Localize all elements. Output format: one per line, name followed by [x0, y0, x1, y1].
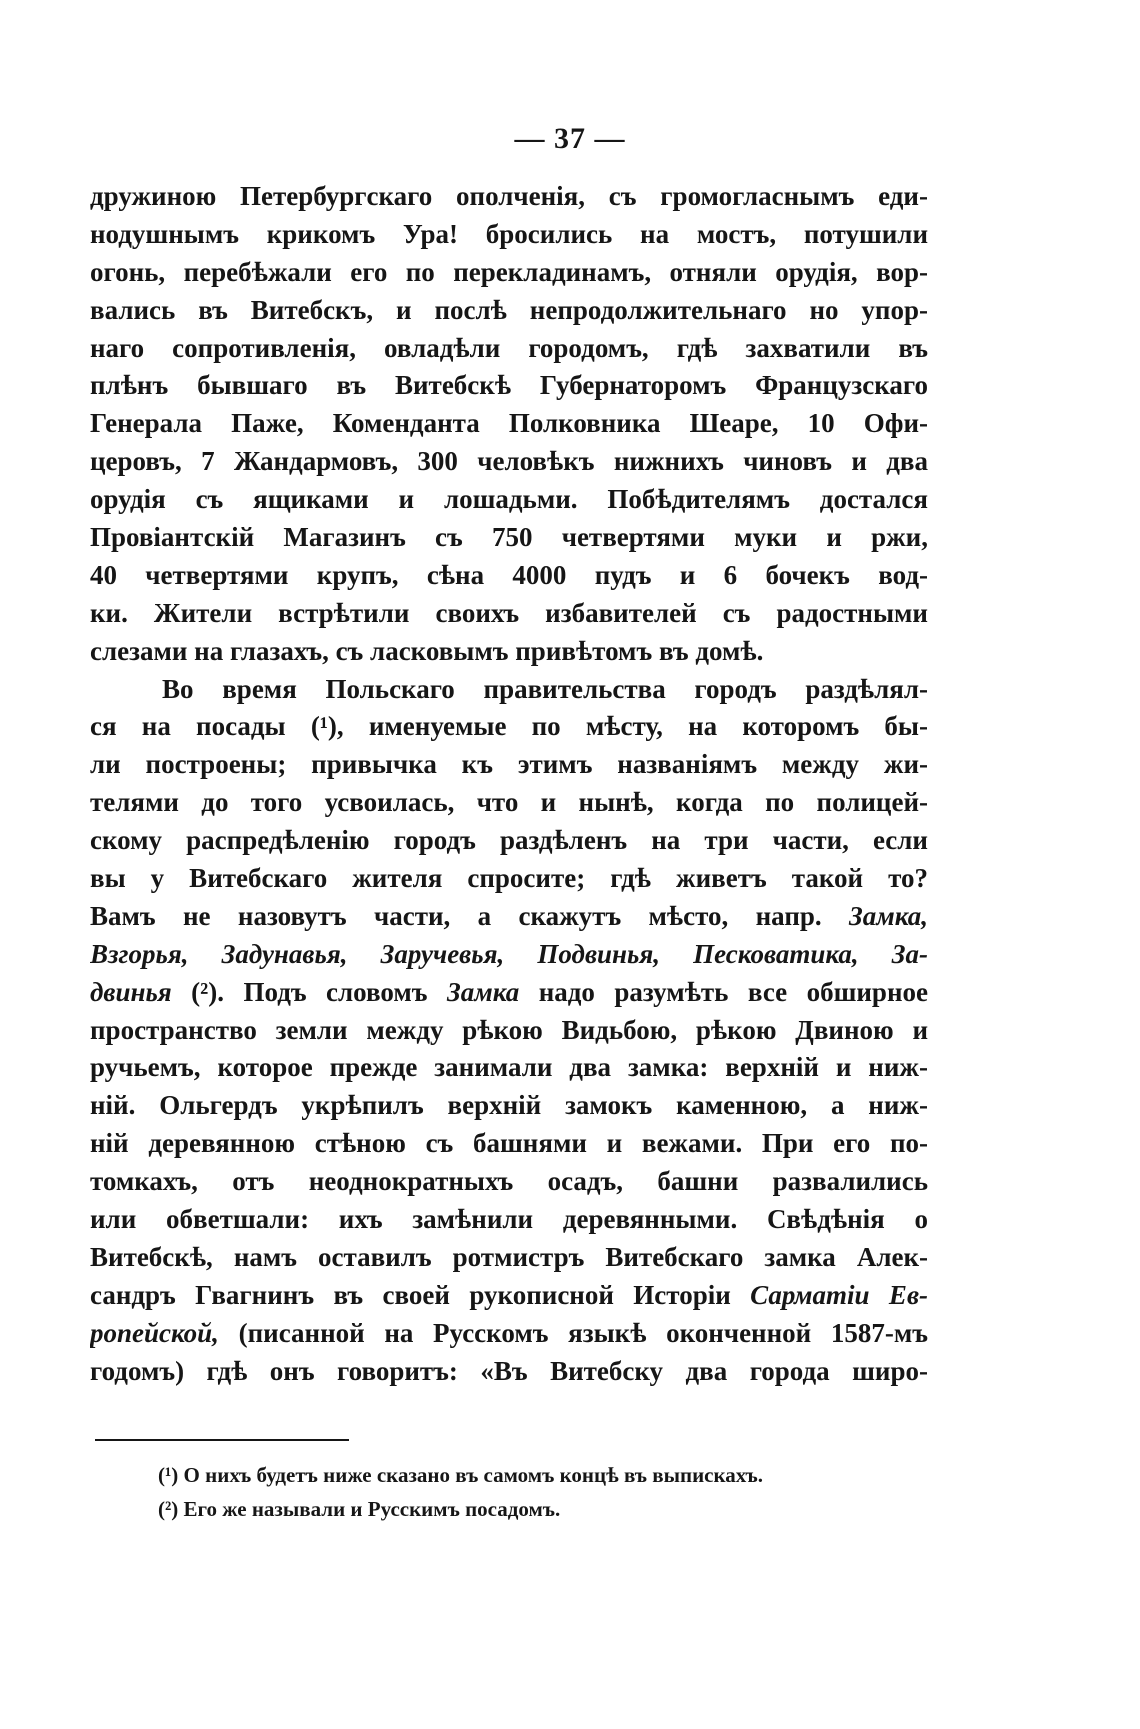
text-line: или обветшали: ихъ замѣнили деревянными. Свѣдѣнія о — [90, 1204, 928, 1235]
text-line: пространство земли между рѣкою Видьбою, рѣкою Двиною и — [90, 1014, 928, 1045]
text-line: слезами на глазахъ, съ ласковымъ привѣтомъ въ домѣ. — [90, 635, 764, 666]
italic-book-title: Сарматіи Ев- — [750, 1279, 928, 1310]
italic-place-name: двинья — [90, 976, 172, 1007]
paragraph-2 — [90, 671, 928, 1391]
footnote: (²) Его же называли и Русскимъ посадомъ. — [158, 1497, 561, 1521]
text-line: томкахъ, отъ неоднократныхъ осадъ, башни развалились — [90, 1166, 928, 1197]
text-line: Витебскѣ, намъ оставилъ ротмистръ Витебскаго замка Алек- — [90, 1241, 928, 1272]
text-run: Вамъ не назовутъ части, а скажутъ мѣсто, напр. — [90, 900, 849, 931]
text-line: церовъ, 7 Жандармовъ, 300 человѣкъ нижнихъ чиновъ и два — [90, 446, 928, 477]
text-line: наго сопротивленія, овладѣли городомъ, гдѣ захватили въ — [90, 332, 928, 363]
footnote: (¹) О нихъ будетъ ниже сказано въ самомъ концѣ въ выпискахъ. — [158, 1463, 763, 1487]
text-line: ручьемъ, которое прежде занимали два замка: верхній и ниж- — [90, 1052, 928, 1083]
text-line: вались въ Витебскъ, и послѣ непродолжительнаго но упор- — [90, 294, 928, 325]
text-line: Провіантскій Магазинъ съ 750 четвертями муки и ржи, — [90, 522, 928, 553]
text-run: надо разумѣть все обширное — [519, 976, 928, 1007]
footnotes — [158, 1458, 918, 1526]
text-run: (писанной на Русскомъ языкѣ оконченной 1587-мъ — [218, 1317, 928, 1348]
text-line: нодушнымъ крикомъ Ура! бросились на мостъ, потушили — [90, 218, 928, 249]
text-line — [90, 1315, 928, 1353]
italic-book-title: ропейской, — [90, 1317, 219, 1348]
text-line: плѣнъ бывшаго въ Витебскѣ Губернаторомъ Французскаго — [90, 370, 928, 401]
body-text — [90, 178, 928, 1391]
text-line: орудія съ ящиками и лошадьми. Побѣдителямъ достался — [90, 484, 928, 515]
text-run: сандръ Гвагнинъ въ своей рукописной Исторіи — [90, 1279, 751, 1310]
text-line: скому распредѣленію городъ раздѣленъ на три части, если — [90, 825, 928, 856]
text-line: ли построены; привычка къ этимъ названіямъ между жи- — [90, 749, 928, 780]
text-line: Во время Польскаго правительства городъ раздѣлял- — [162, 673, 928, 704]
text-line: ній. Ольгердъ укрѣпилъ верхній замокъ каменною, а ниж- — [90, 1090, 928, 1121]
text-line: ній деревянною стѣною съ башнями и вежами. При его по- — [90, 1128, 928, 1159]
footnote-divider — [95, 1439, 349, 1441]
italic-place-names: Взгорья, Задунавья, Заручевья, Подвинья, Песковатика, За- — [90, 938, 928, 969]
text-line: Генерала Паже, Коменданта Полковника Шеаре, 10 Офи- — [90, 408, 928, 439]
page-number: — 37 — — [514, 122, 626, 155]
text-line: годомъ) гдѣ онъ говоритъ: «Въ Витебску два города широ- — [90, 1355, 928, 1386]
text-line: дружиною Петербургскаго ополченія, съ громогласнымъ еди- — [90, 181, 928, 211]
text-line: 40 четвертями крупъ, сѣна 4000 пудъ и 6 бочекъ вод- — [90, 559, 928, 590]
text-line: телями до того усвоилась, что и нынѣ, когда по полицей- — [90, 787, 928, 818]
italic-place-name: Замка, — [849, 900, 928, 931]
text-line: вы у Витебскаго жителя спросите; гдѣ живетъ такой то? — [90, 863, 928, 894]
text-line — [90, 936, 928, 974]
text-line: огонь, перебѣжали его по перекладинамъ, отняли орудія, вор- — [90, 256, 928, 287]
paragraph-1 — [90, 178, 928, 671]
text-line — [90, 974, 928, 1012]
text-line: ся на посады (¹), именуемые по мѣсту, на которомъ бы- — [90, 711, 928, 742]
text-line — [90, 1277, 928, 1315]
text-line: ки. Жители встрѣтили своихъ избавителей съ радостными — [90, 597, 928, 628]
text-run: (²). Подъ словомъ — [171, 976, 447, 1007]
text-line — [90, 898, 928, 936]
italic-place-name: Замка — [446, 976, 520, 1007]
